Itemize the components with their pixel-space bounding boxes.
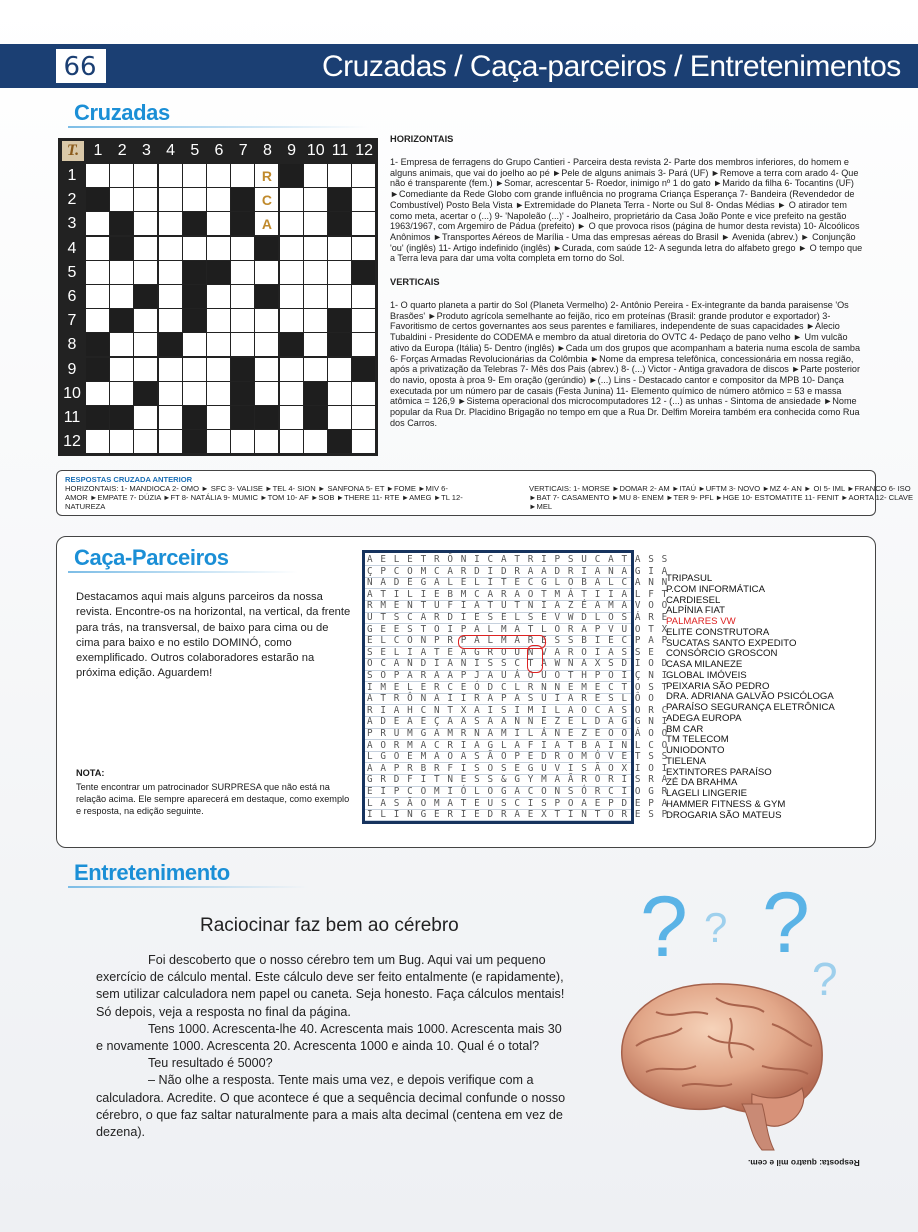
- crossword-cell[interactable]: [183, 333, 206, 356]
- partner-name: CASA MILANEZE: [666, 659, 743, 670]
- crossword-black-cell: [183, 309, 206, 332]
- word-search-row: A T I L I E B M C A R A O T M Á T I I A L F T: [367, 588, 669, 600]
- partner-name: DRA. ADRIANA GALVÃO PSICÓLOGA: [666, 691, 834, 703]
- word-search-row: O C A N D I A N I S S C T A W N A X S D I O D: [367, 658, 669, 670]
- crossword-cell[interactable]: [86, 212, 109, 235]
- crossword-cell[interactable]: [304, 164, 327, 187]
- crossword-black-cell: [328, 188, 351, 211]
- crossword-cell[interactable]: [304, 261, 327, 284]
- word-search-row: E L C O N P R P A L M A R E S S B I E C P A P: [367, 635, 669, 647]
- crossword-black-cell: [352, 358, 375, 381]
- crossword-black-cell: [255, 237, 278, 260]
- crossword-cell[interactable]: [134, 261, 157, 284]
- word-search-row: Ç P C O M C A R D I D R A A D R I A N A G I A: [367, 565, 669, 577]
- crossword-cell[interactable]: [159, 188, 182, 211]
- crossword-cell[interactable]: [304, 212, 327, 235]
- crossword-column-number: 6: [214, 142, 224, 159]
- crossword-cell[interactable]: [86, 261, 109, 284]
- crossword-black-cell: [110, 309, 133, 332]
- crossword-cell[interactable]: [159, 382, 182, 405]
- crossword-cell[interactable]: [352, 188, 375, 211]
- crossword-black-cell: [231, 406, 254, 429]
- crossword-cell[interactable]: [207, 188, 230, 211]
- caca-parceiros-intro: Destacamos aqui mais alguns parceiros da nossa revista. Encontre-os na horizontal, na vertical, da frente para trás, na transversal, de baixo para cima ou de cima para baixo e no estilo DOMINÓ, como exemplificado. Outros colaboradores estarão na próxima edição. Aguardem!: [76, 591, 351, 680]
- crossword-cell[interactable]: [207, 406, 230, 429]
- crossword-cell[interactable]: [134, 430, 157, 453]
- crossword-black-cell: [207, 261, 230, 284]
- brain-icon: [612, 976, 830, 1152]
- crossword-row-number: 6: [67, 288, 77, 305]
- word-search-row: A O R M A C R I A G L A F I A T B A I N L C O: [367, 739, 669, 751]
- partner-name: ALPÍNIA FIAT: [666, 605, 725, 617]
- crossword-cell[interactable]: [159, 285, 182, 308]
- crossword-row-number: 8: [67, 336, 77, 354]
- crossword-cell[interactable]: [159, 430, 182, 453]
- partner-name: DROGARIA SÃO MATEUS: [666, 809, 782, 821]
- crossword-cell[interactable]: [231, 237, 254, 260]
- crossword-cell[interactable]: [280, 188, 303, 211]
- crossword-black-cell: [280, 164, 303, 187]
- crossword-cell[interactable]: [110, 261, 133, 284]
- crossword-black-cell: [328, 333, 351, 356]
- crossword-row-number: 4: [67, 239, 77, 257]
- partner-name: PARAÍSO SEGURANÇA ELETRÔNICA: [666, 702, 835, 713]
- crossword-column-number: 7: [238, 142, 248, 159]
- crossword-cell[interactable]: [280, 406, 303, 429]
- crossword-cell[interactable]: [110, 285, 133, 308]
- crossword-cell[interactable]: [328, 237, 351, 260]
- crossword-cell[interactable]: [183, 358, 206, 381]
- crossword-black-cell: [183, 430, 206, 453]
- crossword-cell[interactable]: [280, 309, 303, 332]
- crossword-row-number: 9: [67, 360, 77, 378]
- highlight-circle: [527, 645, 543, 673]
- crossword-cell[interactable]: [352, 406, 375, 429]
- section-underline: [68, 886, 308, 888]
- crossword-cell[interactable]: [231, 430, 254, 453]
- crossword-black-cell: [328, 309, 351, 332]
- crossword-black-cell: [328, 430, 351, 453]
- partner-name: HAMMER FITNESS & GYM: [666, 798, 786, 810]
- crossword-section-title: Cruzadas: [74, 100, 170, 125]
- word-search-row: E I P C O M I Ó L O G A C O N S Ó R C I O G R: [367, 786, 669, 797]
- crossword-cell[interactable]: [134, 406, 157, 429]
- crossword-cell[interactable]: [304, 188, 327, 211]
- word-search-row: I M E L E R C E Ó D C L R N N E M E C T O S T: [367, 681, 669, 693]
- word-search-row: P R U M G A M R N A M I L Á N E Z E O O Á O O: [367, 728, 669, 739]
- crossword-black-cell: [110, 237, 133, 260]
- crossword-cell[interactable]: [159, 406, 182, 429]
- crossword-cell[interactable]: [207, 285, 230, 308]
- crossword-cell[interactable]: [280, 261, 303, 284]
- crossword-cell[interactable]: [255, 358, 278, 381]
- crossword-cell[interactable]: [207, 358, 230, 381]
- crossword-cell[interactable]: [352, 430, 375, 453]
- partner-name: UNIODONTO: [666, 745, 725, 756]
- word-search-row: A E L E T R Ô N I C A T R I P S U C A T A S S: [367, 554, 669, 565]
- crossword-cell[interactable]: [352, 333, 375, 356]
- crossword-row-number: 12: [63, 433, 81, 451]
- caca-parceiros-title: Caça-Parceiros: [74, 545, 229, 570]
- crossword-cell[interactable]: [159, 261, 182, 284]
- partner-name: PALMARES VW: [666, 616, 736, 627]
- crossword-cell[interactable]: [304, 358, 327, 381]
- crossword-row-number: 10: [63, 384, 81, 402]
- crossword-cell[interactable]: [207, 309, 230, 332]
- crossword-cell[interactable]: [134, 333, 157, 356]
- question-mark-icon: ?: [812, 953, 838, 1005]
- word-search-row: R M E N T U F I A T U T N I A Z É A M A V O O: [367, 600, 669, 612]
- crossword-cell[interactable]: [352, 285, 375, 308]
- section-underline: [68, 126, 368, 128]
- crossword-column-number: 11: [331, 142, 349, 159]
- crossword-cell[interactable]: [304, 237, 327, 260]
- crossword-cell[interactable]: [352, 309, 375, 332]
- crossword-cell[interactable]: [86, 382, 109, 405]
- previous-answers-title: RESPOSTAS CRUZADA ANTERIOR: [65, 475, 193, 484]
- crossword-column-number: 1: [93, 142, 103, 159]
- crossword-column-number: 8: [262, 142, 272, 159]
- crossword-black-cell: [231, 212, 254, 235]
- page-number: 66: [63, 52, 97, 82]
- word-search-row: G E E S T O I P A L M A T L O R A P V U O T X: [367, 623, 669, 635]
- previous-answers-box: [56, 470, 914, 516]
- crossword-row-number: 1: [67, 167, 77, 184]
- crossword-logo: T.: [62, 141, 84, 161]
- word-search-row: I L I N G E R I E D R A E X T I N T O R E S P: [367, 809, 669, 821]
- crossword-cell[interactable]: [328, 261, 351, 284]
- crossword-cell[interactable]: [352, 237, 375, 260]
- article-paragraph: Foi descoberto que o nosso cérebro tem um Bug. Aqui vai um pequeno exercício de cálculo mental. Este cálculo deve ser feito entalmente (e rapidamente), sem utilizar calculadora nem papel ou caneta. Seja honesto. Faça cálculos mentais! Só depois, veja a resposta no final da página.: [96, 953, 565, 1019]
- crossword-row-number: 5: [67, 263, 77, 281]
- crossword-cell[interactable]: [255, 333, 278, 356]
- word-search-row: A A P R B R F I S O S E G U V I S Ã O X I O I: [367, 762, 669, 774]
- crossword-cell[interactable]: [134, 237, 157, 260]
- partner-name: TM TELECOM: [666, 734, 729, 746]
- crossword-column-number: 2: [117, 142, 127, 159]
- crossword-cell[interactable]: [86, 430, 109, 453]
- partner-name: CARDIESEL: [666, 594, 721, 606]
- crossword-black-cell: [134, 285, 157, 308]
- word-search-grid: [365, 553, 669, 821]
- crossword-row-number: 3: [67, 215, 77, 233]
- word-search-row: U T S C A R D I E S E L S E V W D L O S Á R E: [367, 612, 669, 623]
- crossword-cell[interactable]: [304, 285, 327, 308]
- crossword-cell[interactable]: [207, 382, 230, 405]
- crossword-black-cell: [231, 382, 254, 405]
- verticais-clues: 1- O quarto planeta a partir do Sol (Planeta Vermelho) 2- Antônio Pereira - Ex-integrante da banda paraisense 'Os Brasões' ►Produto agrícola semelhante ao feijão, rico em proteínas (Brasil: grande produtor e exportador) 3- Favoritismo de certos governantes aos seus parentes e familiares, independente de suas capacidades ►Alecio Tubaldini - Presidente do CODEMA e membro da atual diretoria do OVTC 4- Pedaço de pano velho ► Um vulcão ativo da Europa (Itália) 5- Dentro (inglês) ►Cada um dos grupos que acompanham a bateria numa escola de samba 6- Forças Armadas Revolucionárias da Colômbia ►Nome da empresa telefônica, concessionária em nossa região, após a privatização da Telebras 7- Mês dos Pais (abrev.) 8- (...) Victor - Antiga gravadora de discos ►Parte posterior do navio, oposta à proa 9- Em oração (gerúndio) ►(...) Lins - Destacado cantor e compositor da MPB 10- Dança executada por um número par de casais (Festa Junina) 11- Elemento químico de número atômico = 53 e massa atômica = 126,9 ►Sistema operacional dos microcomputadores 12 - (...) as unhas - Sintoma de ansiedade ►Nome popular da Rua Dr. Placidino Brigagão no tempo em que a Rua Dr. Delfim Moreira também era conhecida como Rua dos Carros.: [390, 300, 861, 428]
- crossword-cell[interactable]: [328, 358, 351, 381]
- partners-list: [666, 574, 835, 821]
- crossword-cell[interactable]: [304, 309, 327, 332]
- partner-name: BM CAR: [666, 723, 704, 735]
- crossword-cell[interactable]: [159, 237, 182, 260]
- crossword-cell[interactable]: [255, 382, 278, 405]
- crossword-black-cell: [304, 382, 327, 405]
- page-title: Cruzadas / Caça-parceiros / Entretenimentos: [322, 50, 901, 83]
- word-search-row: G R D F I T N E S S & G Y M A Ã R O R I S R A: [367, 774, 669, 786]
- word-search-row: R I A H C N T X A I S I M I L A O C A S O R C: [367, 704, 669, 716]
- crossword-cell[interactable]: [231, 261, 254, 284]
- crossword-cell[interactable]: [280, 358, 303, 381]
- crossword-cell[interactable]: [231, 164, 254, 187]
- crossword-cell[interactable]: [280, 430, 303, 453]
- word-search-row: S O P A R A A P J A U Á O U O T H P O I Ç N I: [367, 670, 669, 681]
- crossword-column-number: 12: [355, 142, 374, 159]
- word-search-frame: [362, 550, 669, 824]
- crossword-cell[interactable]: A: [255, 212, 278, 235]
- partner-name: CONSÓRCIO GROSCON: [666, 648, 778, 660]
- crossword-cell[interactable]: [207, 164, 230, 187]
- crossword-black-cell: [110, 406, 133, 429]
- crossword-column-number: 9: [287, 142, 297, 159]
- word-search-row: A D E A E Ç A A S A A N N E Z E L D A G G N I: [367, 716, 669, 728]
- crossword-cell[interactable]: [328, 285, 351, 308]
- crossword-cell[interactable]: [280, 285, 303, 308]
- partner-name: ZÉ DA BRAHMA: [666, 777, 738, 789]
- crossword-cell[interactable]: [183, 188, 206, 211]
- crossword-black-cell: [255, 406, 278, 429]
- article-paragraph: Tens 1000. Acrescenta-lhe 40. Acrescenta mais 1000. Acrescenta mais 30 e novamente 1000. Acrescenta 20. Acrescenta 1000 e ainda 10. Qual é o total?: [96, 1021, 562, 1054]
- crossword-cell[interactable]: [207, 212, 230, 235]
- crossword-cell[interactable]: [207, 430, 230, 453]
- crossword-cell[interactable]: [110, 382, 133, 405]
- crossword-cell[interactable]: [86, 164, 109, 187]
- crossword-cell[interactable]: [183, 164, 206, 187]
- crossword-cell[interactable]: [159, 309, 182, 332]
- partner-name: ADEGA EUROPA: [666, 712, 742, 724]
- crossword-cell[interactable]: [231, 285, 254, 308]
- crossword-column-number: 5: [190, 142, 200, 159]
- crossword-cell[interactable]: [183, 237, 206, 260]
- crossword-cell[interactable]: [255, 309, 278, 332]
- crossword-cell[interactable]: [134, 188, 157, 211]
- partner-name: TIELENA: [666, 755, 706, 767]
- crossword-black-cell: [183, 406, 206, 429]
- crossword-cell[interactable]: [304, 430, 327, 453]
- article-paragraph: – Não olhe a resposta. Tente mais uma vez, e depois verifique com a calculadora. Acredite. O que acontece é que a sequência decimal confunde o nosso cérebro, o que faz saltar naturalmente para a mais alta decimal (centena em vez de dezena).: [96, 1073, 566, 1140]
- crossword-clues: [390, 134, 868, 441]
- crossword-cell[interactable]: [280, 212, 303, 235]
- crossword-cell[interactable]: [231, 309, 254, 332]
- crossword-black-cell: [183, 285, 206, 308]
- crossword-black-cell: [231, 188, 254, 211]
- crossword-black-cell: [328, 212, 351, 235]
- crossword-cell[interactable]: [328, 164, 351, 187]
- crossword-cell[interactable]: [134, 212, 157, 235]
- previous-answers-verticais: VERTICAIS: 1- MORSE ►DOMAR 2- AM ►ITAÚ ►UFTM 3- NOVO ►MZ 4- AN ► OI 5- IML ►FRANCO 6- ISO ►BAT 7- CASAMENTO ►MU 8- ENEM ►TER 9- PFL ►HGE 10- ESTOMATITE 11- FENIT ►AORTA 12- CLAVE ►MEL: [529, 484, 914, 511]
- crossword-black-cell: [304, 406, 327, 429]
- crossword-cell[interactable]: [159, 358, 182, 381]
- crossword-cell[interactable]: [304, 333, 327, 356]
- article-paragraph: Teu resultado é 5000?: [148, 1056, 273, 1071]
- crossword-row-number: 7: [67, 312, 77, 330]
- word-search-row: S E L I A T E A G R O U N V A R O I A S S E: [367, 646, 655, 658]
- note-title: NOTA:: [76, 768, 105, 778]
- crossword-cell[interactable]: [110, 188, 133, 211]
- note-text: Tente encontrar um patrocinador SURPRESA que não está na relação acima. Ele sempre aparecerá em destaque, como exemplo e resposta, na edição seguinte.: [76, 782, 350, 817]
- crossword-cell[interactable]: [110, 333, 133, 356]
- crossword-black-cell: [86, 358, 109, 381]
- crossword-black-cell: [110, 212, 133, 235]
- crossword-cell[interactable]: [110, 430, 133, 453]
- word-search-row: L A S Ã O M A T E U S C I S P O A E P D E P A: [367, 797, 669, 809]
- crossword-column-number: 3: [141, 142, 151, 159]
- section-underline: [68, 571, 298, 573]
- crossword-black-cell: [280, 333, 303, 356]
- partner-name: P.COM INFORMÁTICA: [666, 583, 765, 595]
- rotated-answer: Resposta: quatro mil e cem.: [748, 1158, 860, 1168]
- crossword-column-number: 10: [306, 142, 325, 159]
- crossword-black-cell: [86, 406, 109, 429]
- crossword-cell[interactable]: C: [255, 188, 278, 211]
- crossword-black-cell: [231, 358, 254, 381]
- question-mark-icon: ?: [704, 904, 728, 951]
- crossword-cell[interactable]: [110, 358, 133, 381]
- article-headline: Raciocinar faz bem ao cérebro: [200, 915, 459, 936]
- partner-name: ELITE CONSTRUTORA: [666, 626, 770, 638]
- entretenimento-title: Entretenimento: [74, 860, 230, 885]
- crossword-cell[interactable]: [86, 309, 109, 332]
- crossword-cell[interactable]: [255, 430, 278, 453]
- crossword-cell[interactable]: R: [255, 164, 278, 187]
- partner-name: LAGELI LINGERIE: [666, 788, 748, 799]
- crossword-cell[interactable]: [255, 261, 278, 284]
- crossword-cell[interactable]: [231, 333, 254, 356]
- crossword-column-number: 4: [166, 142, 176, 159]
- crossword-black-cell: [255, 285, 278, 308]
- crossword-cell[interactable]: [352, 164, 375, 187]
- crossword-cell[interactable]: [86, 237, 109, 260]
- horizontais-heading: HORIZONTAIS: [390, 134, 454, 144]
- crossword-cell[interactable]: [352, 382, 375, 405]
- word-search-row: N A D E G A L E L I T E C G L O B A L C A N N: [367, 577, 669, 589]
- crossword-row-number: 2: [67, 191, 77, 209]
- crossword-cell[interactable]: [134, 164, 157, 187]
- crossword-black-cell: [352, 261, 375, 284]
- question-mark-icon: ?: [762, 875, 810, 971]
- crossword-black-cell: [86, 333, 109, 356]
- partner-name: PEIXARIA SÃO PEDRO: [666, 680, 770, 692]
- crossword-cell[interactable]: [159, 212, 182, 235]
- crossword-cell[interactable]: [134, 309, 157, 332]
- horizontais-clues: 1- Empresa de ferragens do Grupo Cantieri - Parceira desta revista 2- Parte dos membros inferiores, do homem e alguns animais, que vai do joelho ao pé ►Pele de alguns animais 3- Pará (UF) ►Remove a terra com arado 4- Que não é transparente (fem.) ►Somar, acrescentar 5- Roedor, inimigo nº 1 do gato ►Marido da filha 6- Tocantins (UF) ►Comediante da Rede Globo com grande influência no programa Criança Esperança 7- Bandeira (Revendedor de Combustível) Posto Bela Vista ►Extremidade do Planeta Terra - Norte ou Sul 8- Ondas Médias ► O atirador tem como meta, acertar o (...) 9- 'Napoleão (...)' - Joalheiro, proprietário da Casa João Ponte e vice prefeito na gestão 1963/1967, com Argemiro de Pádua (prefeito) ► O que provoca risos (página de humor desta revista) 10- Alcoólicos Anônimos ►Transportes Aéreos de Marília - Uma das empresas aéreas do Brasil ► Avenida (abrev.) ► Conjunção 'ou' (inglês) 11- Artigo indefinido (inglês) ►Curada, com saúde 12- A segunda letra do alfabeto grego ► O tempo que a Terra leva para dar uma volta completa em torno do Sol.: [390, 157, 863, 264]
- verticais-heading: VERTICAIS: [390, 277, 440, 288]
- crossword-cell[interactable]: [328, 382, 351, 405]
- crossword-cell[interactable]: [86, 285, 109, 308]
- crossword-cell[interactable]: [110, 164, 133, 187]
- crossword-black-cell: [183, 261, 206, 284]
- crossword-cell[interactable]: [183, 382, 206, 405]
- crossword-cell[interactable]: [280, 237, 303, 260]
- crossword-black-cell: [86, 188, 109, 211]
- question-mark-icon: ?: [640, 879, 688, 975]
- crossword-cell[interactable]: [207, 333, 230, 356]
- crossword-cell[interactable]: [134, 358, 157, 381]
- previous-answers-horizontais: HORIZONTAIS: 1- MANDIOCA 2- OMO ► SFC 3- VALISE ►TEL 4- SION ► SANFONA 5- ET ►FOME ►MIV 6- AMOR ►EMPATE 7- DÚZIA ►FT 8- NATÁLIA 9- MUMIC ►TOM 10- AF ►SOB ►THERE 11- RTE ►AMEG ►TL 12- NATUREZA: [65, 484, 463, 511]
- word-search-row: A T R Ô N A I I R A P A S U I A R E S L Ô O: [367, 693, 655, 705]
- word-search-row: L G O E M A O A S Ã O P E D R O M Ó V E T S S: [367, 751, 669, 763]
- crossword-black-cell: [159, 333, 182, 356]
- article-body: [96, 952, 568, 1141]
- partner-name: GLOBAL IMÓVEIS: [666, 669, 747, 681]
- crossword-row-number: 11: [63, 409, 81, 426]
- crossword-black-cell: [134, 382, 157, 405]
- partner-name: EXTINTORES PARAÍSO: [666, 766, 772, 778]
- crossword-grid: [58, 138, 378, 456]
- crossword-cell[interactable]: [328, 406, 351, 429]
- crossword-cell[interactable]: [352, 212, 375, 235]
- partner-name: TRIPASUL: [666, 573, 713, 584]
- crossword-black-cell: [183, 212, 206, 235]
- crossword-cell[interactable]: [207, 237, 230, 260]
- crossword-cell[interactable]: [159, 164, 182, 187]
- partner-name: SUCATAS SANTO EXPEDITO: [666, 637, 797, 649]
- crossword-cell[interactable]: [280, 382, 303, 405]
